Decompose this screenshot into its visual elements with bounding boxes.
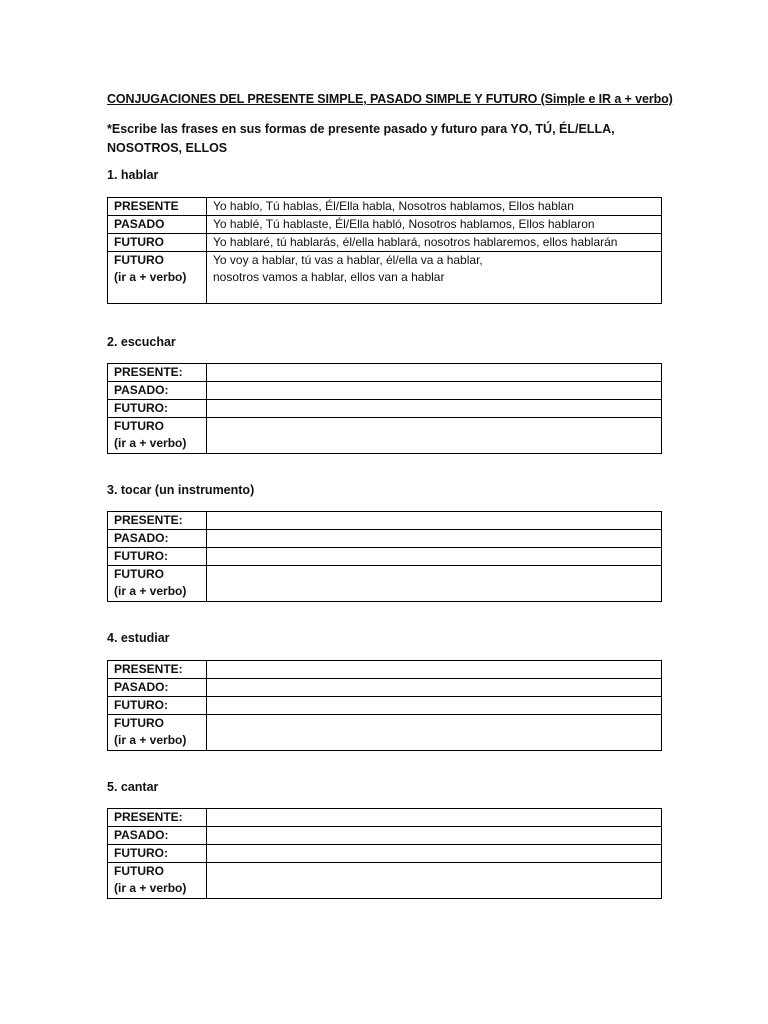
table-row — [108, 661, 662, 679]
answer-cell[interactable]: Yo voy a hablar, tú vas a hablar, él/ella va a hablar, nosotros vamos a hablar, ellos van a hablar — [207, 252, 662, 304]
answer-cell[interactable] — [207, 566, 662, 602]
row-label: FUTURO — [108, 234, 207, 252]
table-row — [108, 845, 662, 863]
table-row — [108, 364, 662, 382]
table-row — [108, 382, 662, 400]
row-label: PASADO: — [108, 679, 207, 697]
table-row — [108, 216, 662, 234]
conjugation-table-estudiar — [107, 660, 662, 751]
table-row — [108, 198, 662, 216]
conjugation-table-escuchar — [107, 363, 662, 454]
answer-cell[interactable] — [207, 548, 662, 566]
row-label: PRESENTE — [108, 198, 207, 216]
answer-cell[interactable]: Yo hablaré, tú hablarás, él/ella hablará, nosotros hablaremos, ellos hablarán — [207, 234, 662, 252]
answer-cell[interactable] — [207, 418, 662, 454]
answer-cell[interactable] — [207, 809, 662, 827]
answer-cell[interactable] — [207, 679, 662, 697]
section-heading-estudiar: 4. estudiar — [107, 631, 170, 645]
table-row — [108, 512, 662, 530]
section-heading-tocar: 3. tocar (un instrumento) — [107, 483, 255, 497]
table-row — [108, 809, 662, 827]
row-label: PASADO — [108, 216, 207, 234]
row-label: FUTURO: — [108, 548, 207, 566]
answer-cell[interactable] — [207, 845, 662, 863]
answer-cell[interactable] — [207, 661, 662, 679]
table-row — [108, 566, 662, 602]
table-row — [108, 697, 662, 715]
table-row — [108, 548, 662, 566]
table-row — [108, 827, 662, 845]
row-label: FUTURO (ir a + verbo) — [108, 715, 207, 751]
answer-cell[interactable] — [207, 512, 662, 530]
answer-cell[interactable] — [207, 364, 662, 382]
instructions: *Escribe las frases en sus formas de presente pasado y futuro para YO, TÚ, ÉL/ELLA, NOSOTROS, ELLOS — [107, 122, 615, 155]
answer-cell[interactable]: Yo hablo, Tú hablas, Él/Ella habla, Nosotros hablamos, Ellos hablan — [207, 198, 662, 216]
conjugation-table-hablar — [107, 197, 662, 304]
row-label: PRESENTE: — [108, 364, 207, 382]
row-label: FUTURO (ir a + verbo) — [108, 418, 207, 454]
table-row — [108, 252, 662, 304]
table-row — [108, 530, 662, 548]
table-row — [108, 400, 662, 418]
answer-cell[interactable] — [207, 530, 662, 548]
page-title: CONJUGACIONES DEL PRESENTE SIMPLE, PASADO SIMPLE Y FUTURO (Simple e IR a + verbo) — [107, 92, 673, 106]
answer-cell[interactable] — [207, 827, 662, 845]
row-label: FUTURO: — [108, 400, 207, 418]
table-row — [108, 863, 662, 899]
answer-cell[interactable]: Yo hablé, Tú hablaste, Él/Ella habló, Nosotros hablamos, Ellos hablaron — [207, 216, 662, 234]
section-heading-cantar: 5. cantar — [107, 780, 159, 794]
section-heading-escuchar: 2. escuchar — [107, 335, 176, 349]
row-label: FUTURO: — [108, 845, 207, 863]
row-label: FUTURO (ir a + verbo) — [108, 252, 207, 304]
answer-cell[interactable] — [207, 382, 662, 400]
conjugation-table-tocar — [107, 511, 662, 602]
row-label: FUTURO (ir a + verbo) — [108, 863, 207, 899]
row-label: FUTURO: — [108, 697, 207, 715]
table-row — [108, 679, 662, 697]
answer-cell[interactable] — [207, 697, 662, 715]
row-label: FUTURO (ir a + verbo) — [108, 566, 207, 602]
row-label: PASADO: — [108, 827, 207, 845]
section-heading-hablar: 1. hablar — [107, 168, 159, 182]
row-label: PASADO: — [108, 530, 207, 548]
table-row — [108, 418, 662, 454]
row-label: PRESENTE: — [108, 809, 207, 827]
answer-cell[interactable] — [207, 400, 662, 418]
conjugation-table-cantar — [107, 808, 662, 899]
row-label: PRESENTE: — [108, 661, 207, 679]
answer-cell[interactable] — [207, 715, 662, 751]
table-row — [108, 234, 662, 252]
row-label: PRESENTE: — [108, 512, 207, 530]
row-label: PASADO: — [108, 382, 207, 400]
table-row — [108, 715, 662, 751]
answer-cell[interactable] — [207, 863, 662, 899]
